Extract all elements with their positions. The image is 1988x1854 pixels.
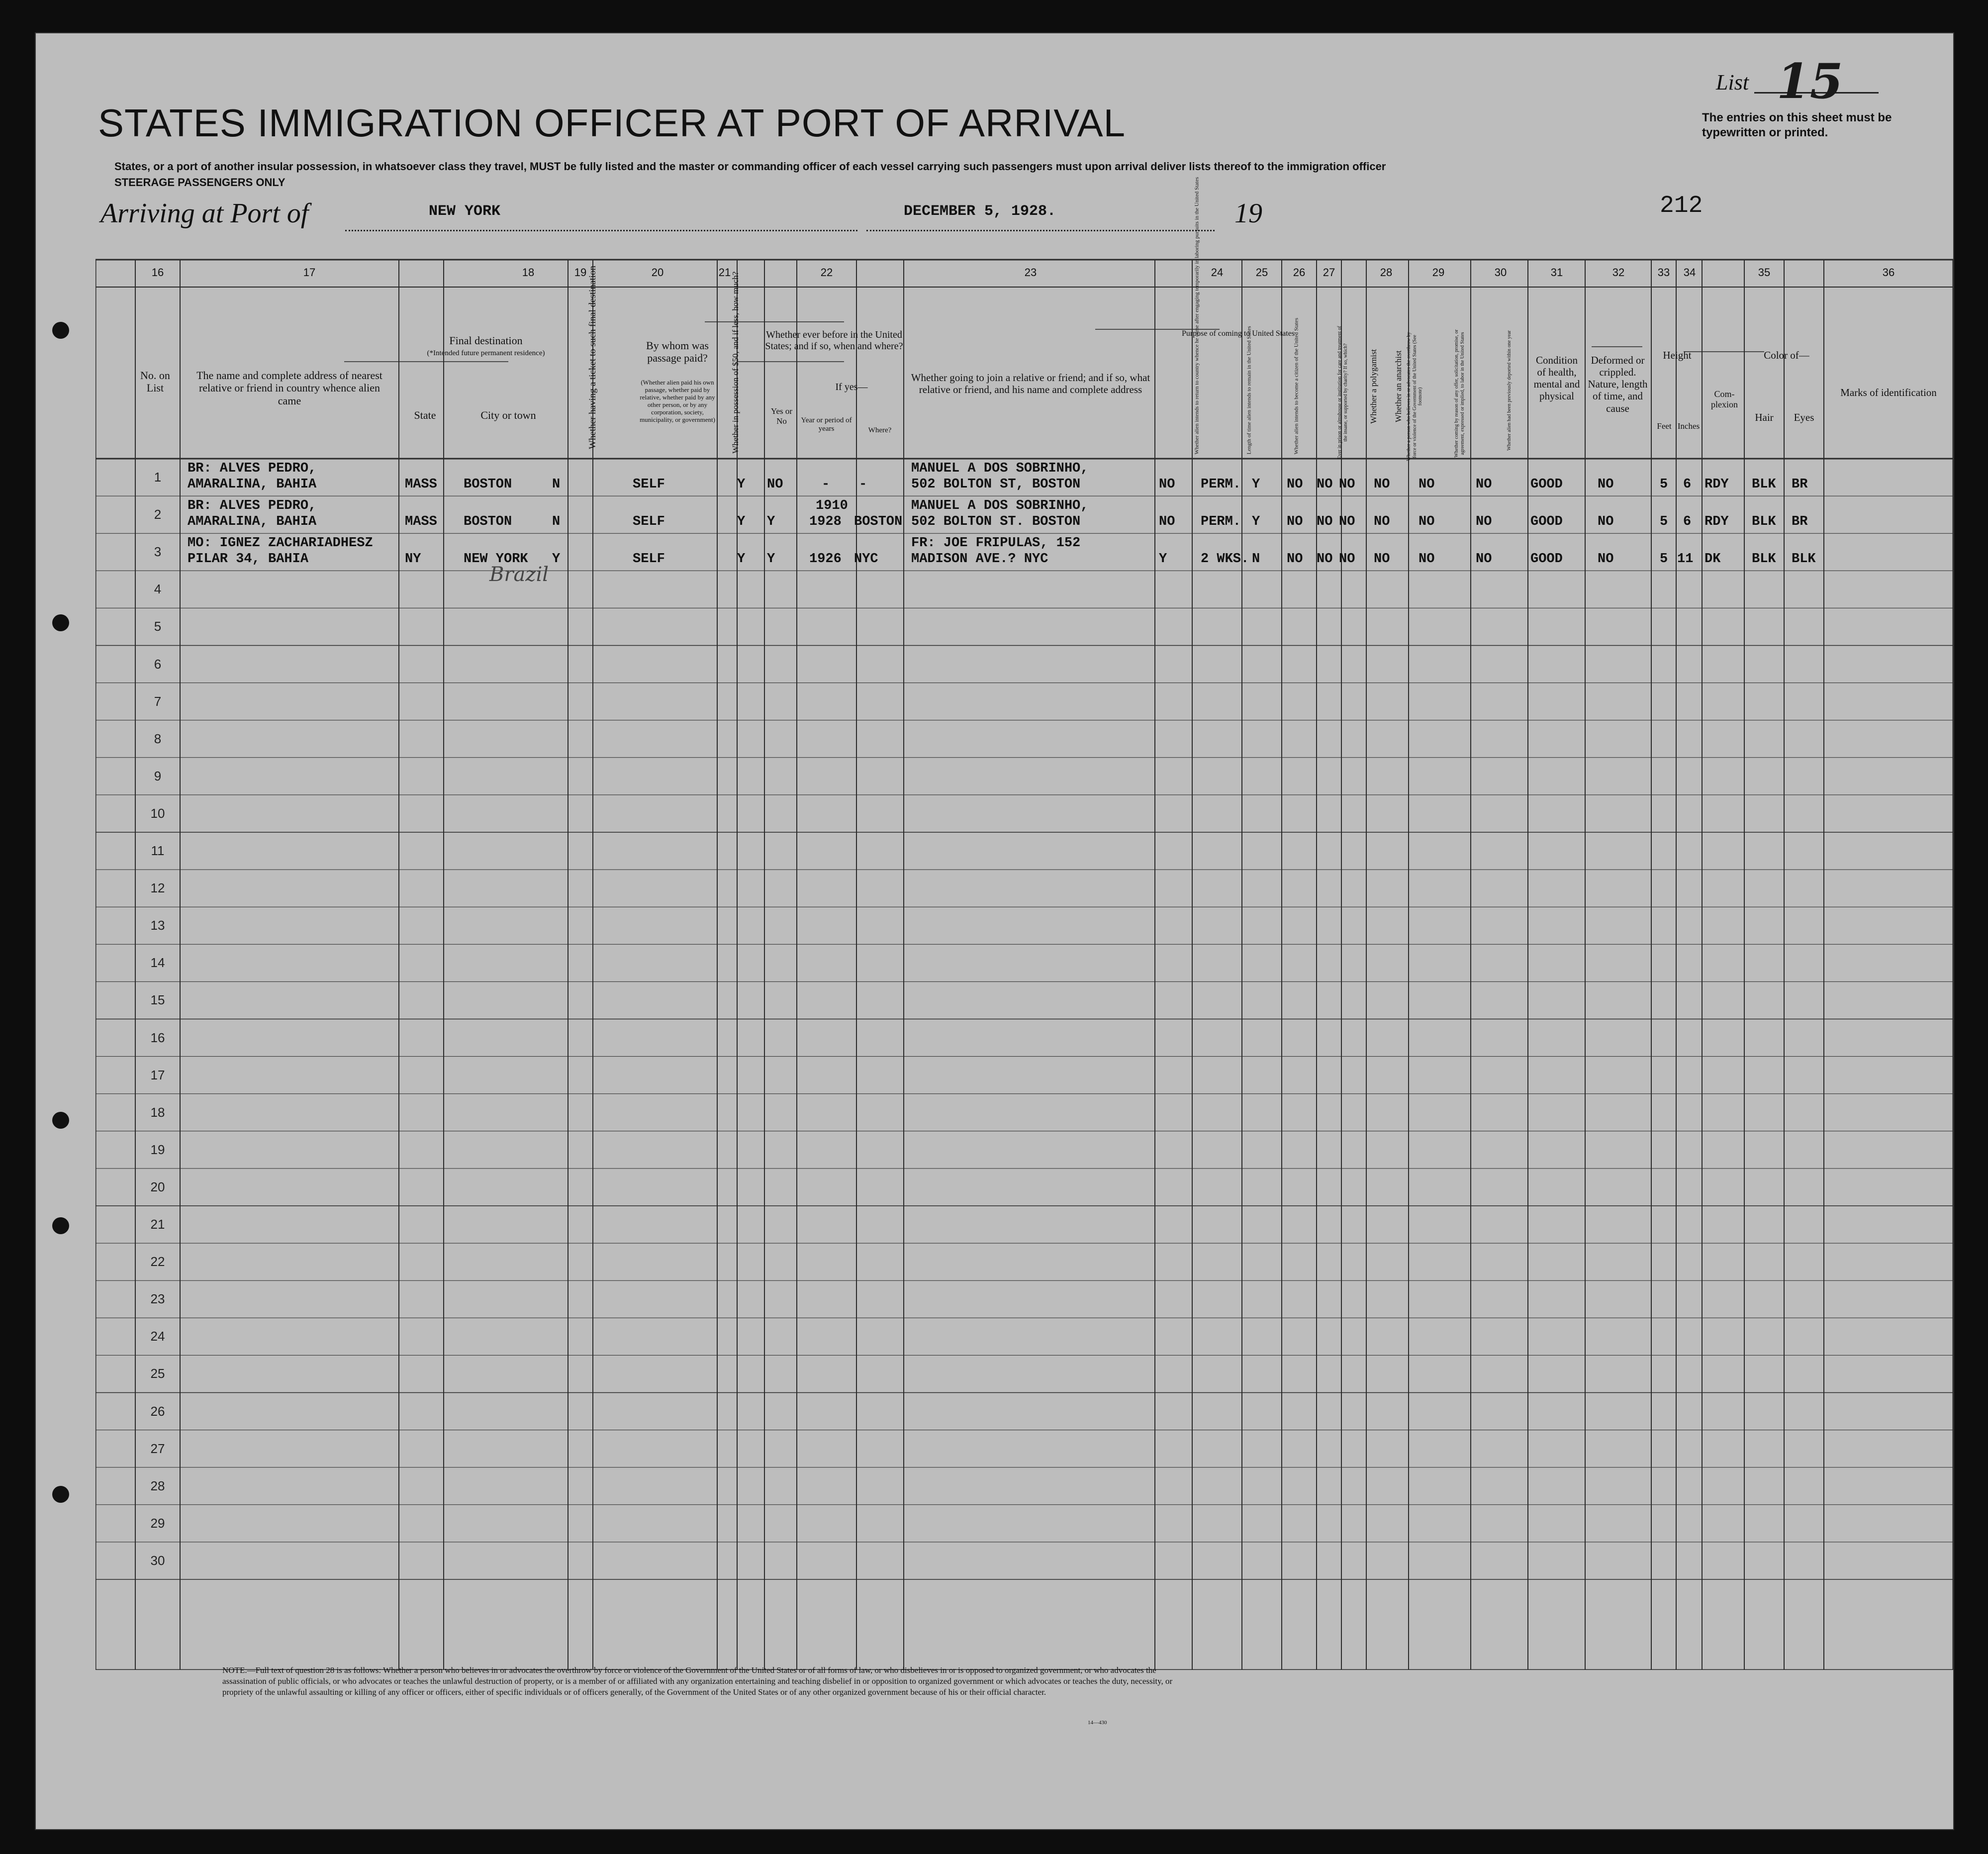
eyes-value: BLK (1792, 552, 1816, 567)
col25-value: NO (1287, 552, 1303, 567)
row-number: 9 (154, 768, 162, 783)
row-number: 21 (150, 1217, 165, 1232)
header-ever-before: Whether ever before in the United States; and if so, when and where? (765, 329, 903, 352)
column-number: 34 (1683, 266, 1696, 279)
destination-state: NY (405, 552, 421, 567)
row-number: 29 (150, 1515, 165, 1531)
column-number: 23 (1024, 266, 1037, 279)
height-feet-value: 5 (1660, 552, 1668, 567)
joining-address: MADISON AVE.? NYC (911, 552, 1048, 567)
header-passage-paid: By whom was passage paid? (646, 339, 709, 365)
header-passage-paid-note: (Whether alien paid his own passage, whether paid by relative, whether paid by any other person, or by any corporation, society, municipality, or government) (640, 379, 715, 423)
health-value: GOOD (1530, 552, 1563, 567)
header-year-period: Year or period of years (801, 416, 852, 433)
row-number: 15 (150, 992, 165, 1008)
year-value: 1910 (816, 498, 848, 514)
date-underline (866, 230, 1215, 231)
header-col25: Ever in prison or almshouse or institution for care and treatment of the insane, or supported by charity? If so, which? (1337, 326, 1348, 459)
column-number: 28 (1380, 266, 1393, 279)
list-number: 15 (1777, 53, 1843, 109)
col29-value: NO (1419, 552, 1435, 567)
entries-note: The entries on this sheet must be typewritten or printed. (1702, 111, 1892, 139)
possession-50-value: Y (737, 477, 746, 492)
ever-before-value: Y (767, 552, 775, 567)
possession-50-value: Y (737, 514, 746, 530)
row-number: 30 (150, 1553, 165, 1568)
health-value: GOOD (1530, 514, 1563, 530)
deformed-value: NO (1598, 477, 1614, 492)
destination-city: BOSTON (464, 477, 512, 492)
eyes-value: BR (1792, 514, 1808, 530)
complexion-value: RDY (1704, 477, 1729, 492)
purpose-citizen-value: N (1252, 552, 1260, 567)
relative-address: AMARALINA, BAHIA (188, 477, 317, 492)
column-number: 25 (1255, 266, 1268, 279)
header-final-destination: Final destination (449, 334, 523, 347)
deformed-value: NO (1598, 514, 1614, 530)
joining-name: MANUEL A DOS SOBRINHO, (911, 461, 1089, 476)
column-number: 33 (1657, 266, 1670, 279)
eyes-value: BR (1792, 477, 1808, 492)
header-col30: Whether alien had been previously deported within one year (1507, 330, 1512, 451)
column-number: 26 (1293, 266, 1306, 279)
col29-value: NO (1419, 477, 1435, 492)
header-joining: Whether going to join a relative or friend; and if so, what relative or friend, and his name and complete address (911, 372, 1150, 396)
row-number: 28 (150, 1478, 165, 1493)
ticket-value: N (552, 514, 561, 530)
row-number: 5 (154, 619, 162, 634)
purpose-return-value: NO (1159, 514, 1175, 530)
passenger-class-line: STEERAGE PASSENGERS ONLY (114, 176, 285, 189)
form-title: STATES IMMIGRATION OFFICER AT PORT OF ARRIVAL (98, 101, 1126, 145)
row-number: 16 (150, 1030, 165, 1045)
possession-50-value: Y (737, 552, 746, 567)
header-col27: Whether an anarchist (1394, 350, 1404, 422)
header-purpose-return: Whether alien intends to return to country whence he came after engaging temporarily in laboring pursuits in the United States (1194, 177, 1200, 455)
height-feet-value: 5 (1660, 514, 1668, 530)
joining-address: 502 BOLTON ST, BOSTON (911, 477, 1081, 492)
ever-before-value: NO (767, 477, 783, 492)
column-number: 20 (651, 266, 664, 279)
purpose-return-value: Y (1159, 552, 1167, 567)
height-inches-value: 11 (1677, 552, 1694, 567)
binder-hole-5 (52, 1486, 69, 1503)
row-number: 10 (150, 805, 165, 821)
header-yes-no: Yes or No (770, 406, 793, 426)
row-number: 2 (154, 507, 162, 522)
form-code: 14—430 (1088, 1720, 1107, 1726)
column-number: 31 (1550, 266, 1563, 279)
col25-value: NO (1287, 514, 1303, 530)
row-number: 25 (150, 1366, 165, 1381)
binder-hole-2 (52, 614, 69, 631)
relative-address: AMARALINA, BAHIA (188, 514, 317, 530)
column-number: 30 (1494, 266, 1507, 279)
relative-name: MO: IGNEZ ZACHARIADHESZ (188, 536, 373, 551)
col27-value: NO (1339, 552, 1355, 567)
column-number: 16 (151, 266, 164, 279)
header-nearest-relative: The name and complete address of nearest relative or friend in country whence alien came (196, 369, 382, 407)
column-number: 29 (1432, 266, 1445, 279)
purpose-citizen-value: Y (1252, 514, 1260, 530)
deformed-value: NO (1598, 552, 1614, 567)
header-ticket: Whether having a ticket to such final destination (587, 266, 598, 449)
hair-value: BLK (1752, 514, 1776, 530)
arriving-label: Arriving at Port of (100, 198, 309, 229)
binder-hole-3 (52, 1112, 69, 1129)
column-number: 24 (1211, 266, 1224, 279)
brazil-annotation: Brazil (489, 563, 549, 586)
row-number: 8 (154, 731, 162, 746)
relative-address: PILAR 34, BAHIA (188, 552, 309, 567)
header-feet: Feet (1657, 421, 1672, 431)
date-value: DECEMBER 5, 1928. (904, 203, 1056, 220)
header-complexion: Com- plexion (1711, 389, 1738, 409)
row-number: 18 (150, 1104, 165, 1120)
relative-name: BR: ALVES PEDRO, (188, 461, 317, 476)
destination-city: NEW YORK (464, 552, 528, 567)
port-underline (345, 230, 857, 231)
destination-state: MASS (405, 477, 437, 492)
purpose-length-value: PERM. (1201, 477, 1241, 492)
col28-value: NO (1374, 552, 1390, 567)
row-number: 11 (151, 843, 165, 858)
destination-state: MASS (405, 514, 437, 530)
binder-hole-4 (52, 1217, 69, 1234)
hair-value: BLK (1752, 552, 1776, 567)
year-prefix: 19 (1234, 198, 1262, 229)
row-number: 14 (150, 955, 165, 971)
row-number: 7 (154, 693, 162, 709)
col26-value: NO (1317, 552, 1333, 567)
passage-paid-value: SELF (633, 514, 665, 530)
header-final-destination-note: (*Intended future permanent residence) (427, 349, 545, 357)
header-possession-50: Whether in possession of $50, and if less, how much? (731, 271, 741, 454)
row-number: 20 (150, 1179, 165, 1194)
joining-address: 502 BOLTON ST. BOSTON (911, 514, 1081, 530)
complexion-value: RDY (1704, 514, 1729, 530)
height-feet-value: 5 (1660, 477, 1668, 492)
purpose-return-value: NO (1159, 477, 1175, 492)
col30-value: NO (1476, 514, 1492, 530)
header-no-on-list: No. on List (140, 369, 170, 394)
ticket-value: N (552, 477, 561, 492)
row-number: 26 (150, 1403, 165, 1419)
column-number: 19 (574, 266, 587, 279)
where-value: - (859, 477, 867, 492)
header-col28: Whether a person who believes in or advocates the overthrow by force or violence of the Government of the United States (See footnote) (1406, 332, 1423, 461)
column-number: 36 (1882, 266, 1895, 279)
column-number: 32 (1612, 266, 1625, 279)
col26-value: NO (1317, 477, 1333, 492)
col30-value: NO (1476, 477, 1492, 492)
column-number: 17 (303, 266, 316, 279)
where-value: NYC (854, 552, 878, 567)
column-number: 21 (718, 266, 731, 279)
col26-value: NO (1317, 514, 1333, 530)
form-instruction: States, or a port of another insular possession, in whatsoever class they travel, MUST be fully listed and the master or commanding officer of each vessel carrying such passengers must upon arrival deliver lists thereof to the immigration officer (114, 160, 1386, 173)
page-number: 212 (1660, 193, 1703, 219)
header-inches: Inches (1677, 421, 1700, 431)
year-value: 1928 (809, 514, 842, 530)
header-col32: Deformed or crippled. Nature, length of time, and cause (1588, 354, 1648, 414)
column-number: 22 (820, 266, 833, 279)
binder-hole-1 (52, 322, 69, 339)
relative-name: BR: ALVES PEDRO, (188, 498, 317, 514)
where-value: BOSTON (854, 514, 903, 530)
joining-name: FR: JOE FRIPULAS, 152 (911, 536, 1081, 551)
column-number: 18 (522, 266, 535, 279)
height-inches-value: 6 (1683, 514, 1692, 530)
health-value: GOOD (1530, 477, 1563, 492)
header-purpose: Purpose of coming to United States (1181, 329, 1295, 338)
height-inches-value: 6 (1683, 477, 1692, 492)
col28-value: NO (1374, 514, 1390, 530)
row-number: 12 (150, 880, 165, 896)
col27-value: NO (1339, 477, 1355, 492)
column-number: 27 (1323, 266, 1335, 279)
header-height: Height (1663, 349, 1692, 361)
ticket-value: Y (552, 552, 561, 567)
passage-paid-value: SELF (633, 552, 665, 567)
row-number: 13 (150, 918, 165, 933)
header-purpose-citizen: Whether alien intends to become a citizen of the United States (1293, 318, 1300, 455)
joining-name: MANUEL A DOS SOBRINHO, (911, 498, 1089, 514)
header-color-of: Color of— (1764, 349, 1809, 361)
column-number: 35 (1758, 266, 1771, 279)
header-marks: Marks of identification (1840, 387, 1937, 398)
year-value: - (822, 477, 830, 492)
col29-value: NO (1419, 514, 1435, 530)
row-number: 4 (154, 582, 162, 597)
manifest-sheet (35, 32, 1954, 1830)
purpose-length-value: PERM. (1201, 514, 1241, 530)
col27-value: NO (1339, 514, 1355, 530)
purpose-citizen-value: Y (1252, 477, 1260, 492)
row-number: 23 (150, 1291, 165, 1307)
row-number: 22 (150, 1254, 165, 1269)
row-number: 27 (150, 1441, 165, 1456)
header-city: City or town (480, 409, 536, 421)
header-hair: Hair (1755, 411, 1774, 423)
year-value: 1926 (809, 552, 842, 567)
header-purpose-length: Length of time alien intends to remain in the United States (1246, 326, 1252, 455)
hair-value: BLK (1752, 477, 1776, 492)
header-state: State (414, 409, 436, 421)
col25-value: NO (1287, 477, 1303, 492)
port-value: NEW YORK (429, 203, 501, 220)
col28-value: NO (1374, 477, 1390, 492)
row-number: 1 (154, 470, 162, 485)
header-col26: Whether a polygamist (1369, 349, 1379, 424)
complexion-value: DK (1704, 552, 1721, 567)
row-number: 6 (154, 656, 162, 672)
row-number: 3 (154, 544, 162, 560)
col30-value: NO (1476, 552, 1492, 567)
list-label: List (1716, 70, 1749, 95)
header-eyes: Eyes (1794, 411, 1814, 423)
footnote: NOTE.—Full text of question 28 is as follows: Whether a person who believes in or advocates the overthrow by force or violence of the Government of the United States or of all forms of law, or who disbelieves in or is opposed to organized government, or who advocates the assassination of public officials, or who advocates or teaches the unlawful destruction of property, or is a member of or affiliated with any organization entertaining and teaching disbelief in or opposition to organized government or which advocates or teaches the duty, necessity, or propriety of the unlawful assaulting or killing of any officer or officers, either of specific individuals or of officers generally, of the Government of the United States or of any other organized government because of his or their official character. (222, 1665, 1173, 1697)
header-col31: Condition of health, mental and physical (1533, 354, 1580, 402)
purpose-length-value: 2 WKS. (1201, 552, 1249, 567)
row-number: 19 (150, 1142, 165, 1157)
passage-paid-value: SELF (633, 477, 665, 492)
row-number: 24 (150, 1329, 165, 1344)
row-number: 17 (150, 1067, 165, 1082)
header-where: Where? (868, 426, 892, 434)
ever-before-value: Y (767, 514, 775, 530)
destination-city: BOSTON (464, 514, 512, 530)
header-col29: Whether coming by reason of any offer, solicitation, promise, or agreement, expressed or implied, to labor in the United States (1454, 329, 1465, 458)
header-if-yes: If yes— (835, 382, 868, 392)
